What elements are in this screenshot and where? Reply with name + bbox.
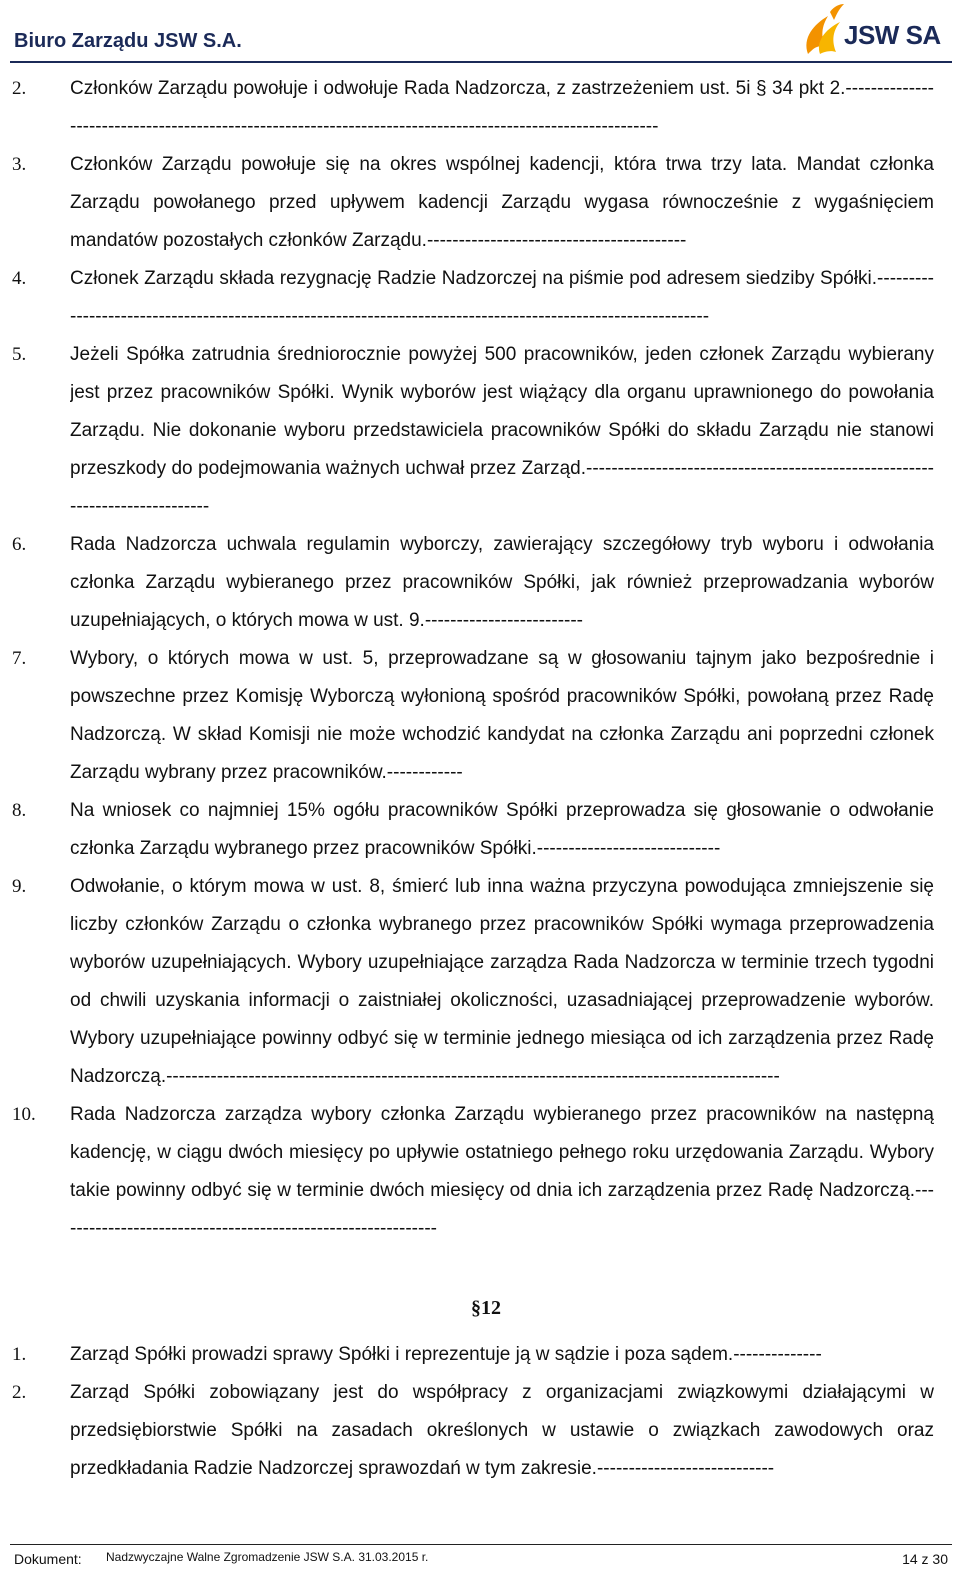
section-clause-list: [0, 1336, 960, 1488]
clause-number: 4.: [12, 268, 27, 289]
clause-number: 5.: [12, 344, 27, 365]
clause-item: [0, 526, 960, 640]
clause-number: 7.: [12, 648, 27, 669]
clause-number: 9.: [12, 876, 27, 897]
clause-item: [0, 868, 960, 1096]
jsw-logo: [800, 2, 950, 58]
flame-icon: [800, 2, 848, 58]
clause-list: [0, 70, 960, 1248]
footer-document-name: Nadzwyczajne Walne Zgromadzenie JSW S.A. 31.03.2015 r.: [106, 1550, 429, 1564]
clause-text: Na wniosek co najmniej 15% ogółu pracowników Spółki przeprowadza się głosowanie o odwołanie członka Zarządu wybranego przez pracowników Spółki.-----------------------------: [70, 800, 934, 859]
footer-label: Dokument:: [14, 1551, 82, 1567]
clause-item: [0, 70, 960, 146]
clause-text: Zarząd Spółki prowadzi sprawy Spółki i reprezentuje ją w sądzie i poza sądem.--------------: [70, 1344, 822, 1365]
clause-text: Członek Zarządu składa rezygnację Radzie Nadzorczej na piśmie pod adresem siedziby Spółki.--------------------------------------------------------------------------------------------------------------: [70, 268, 934, 327]
document-body: [0, 70, 960, 1488]
clause-number: 10.: [12, 1104, 36, 1125]
header-divider: [10, 61, 952, 63]
clause-text: Rada Nadzorcza uchwala regulamin wyborczy, zawierający szczegółowy tryb wyboru i odwołania członka Zarządu wybieranego przez pracowników Spółki, jak również przeprowadzania wyborów uzupełniających, o których mowa w ust. 9.-------------------------: [70, 534, 934, 631]
clause-number: 3.: [12, 154, 27, 175]
clause-text: Zarząd Spółki zobowiązany jest do współpracy z organizacjami związkowymi działającymi w przedsiębiorstwie Spółki na zasadach określonych w ustawie o związkach zawodowych oraz przedkładania Radzie Nadzorczej sprawozdań w tym zakresie.----------------------------: [70, 1382, 934, 1479]
clause-item: [0, 1096, 960, 1248]
clause-text: Odwołanie, o którym mowa w ust. 8, śmierć lub inna ważna przyczyna powodująca zmniejszenie się liczby członków Zarządu o członka wybranego przez pracowników Spółki wymaga przeprowadzenia wyborów uzupełniających. Wybory uzupełniające zarządza Rada Nadzorcza w terminie trzech tygodni od chwili uzyskania informacji o zaistniałej okoliczności, uzasadniającej przeprowadzenie wyborów. Wybory uzupełniające powinny odbyć się w terminie jednego miesiąca od ich zarządzenia przez Radę Nadzorczą.-------------------------------------------------------------------------------------------------: [70, 876, 934, 1087]
clause-item: [0, 1374, 960, 1488]
clause-item: [0, 640, 960, 792]
clause-number: 1.: [12, 1344, 27, 1365]
clause-item: [0, 792, 960, 868]
clause-item: [0, 146, 960, 260]
logo-text: JSW SA: [844, 20, 941, 50]
clause-item: [0, 260, 960, 336]
clause-text: Wybory, o których mowa w ust. 5, przeprowadzane są w głosowaniu tajnym jako bezpośrednie i powszechne przez Komisję Wyborczą wyłonioną spośród pracowników Spółki, powołaną przez Radę Nadzorczą. W skład Komisji nie może wchodzić kandydat na członka Zarządu ani poprzedni członek Zarządu wybrany przez pracowników.------------: [70, 648, 934, 783]
page-number: 14 z 30: [902, 1551, 948, 1567]
page-header: [0, 0, 960, 62]
clause-text: Rada Nadzorcza zarządza wybory członka Zarządu wybieranego przez pracowników na następną kadencję, w ciągu dwóch miesięcy po upływie ostatniego pełnego roku urzędowania Zarządu. Wybory takie powinny odbyć się w terminie dwóch miesięcy od dnia ich zarządzenia przez Radę Nadzorczą.-------------------------------------------------------------: [70, 1104, 934, 1239]
clause-item: [0, 336, 960, 526]
page-footer: [0, 1544, 960, 1569]
clause-text: Jeżeli Spółka zatrudnia średniorocznie powyżej 500 pracowników, jeden członek Zarządu wybierany jest przez pracowników Spółki. Wynik wyborów jest wiążący dla organu uprawnionego do powołania Zarządu. Nie dokonanie wyboru przedstawiciela pracowników Spółki do składu Zarządu nie stanowi przeszkody do podejmowania ważnych uchwał przez Zarząd.-----------------------------------------------------------------------------: [70, 344, 934, 517]
clause-text: Członków Zarządu powołuje i odwołuje Rada Nadzorcza, z zastrzeżeniem ust. 5i § 34 pkt 2.-----------------------------------------------------------------------------------------------------------: [70, 78, 934, 137]
section-title: §12: [471, 1297, 501, 1319]
clause-item: [0, 1336, 960, 1374]
clause-number: 2.: [12, 1382, 27, 1403]
clause-text: Członków Zarządu powołuje się na okres wspólnej kadencji, która trwa trzy lata. Mandat członka Zarządu powołanego przed upływem kadencji Zarządu wygasa równocześnie z wygaśnięciem mandatów pozostałych członków Zarządu.-----------------------------------------: [70, 154, 934, 251]
footer-divider: [10, 1544, 952, 1545]
clause-number: 6.: [12, 534, 27, 555]
clause-number: 2.: [12, 78, 27, 99]
header-title: Biuro Zarządu JSW S.A.: [14, 30, 242, 52]
clause-number: 8.: [12, 800, 27, 821]
